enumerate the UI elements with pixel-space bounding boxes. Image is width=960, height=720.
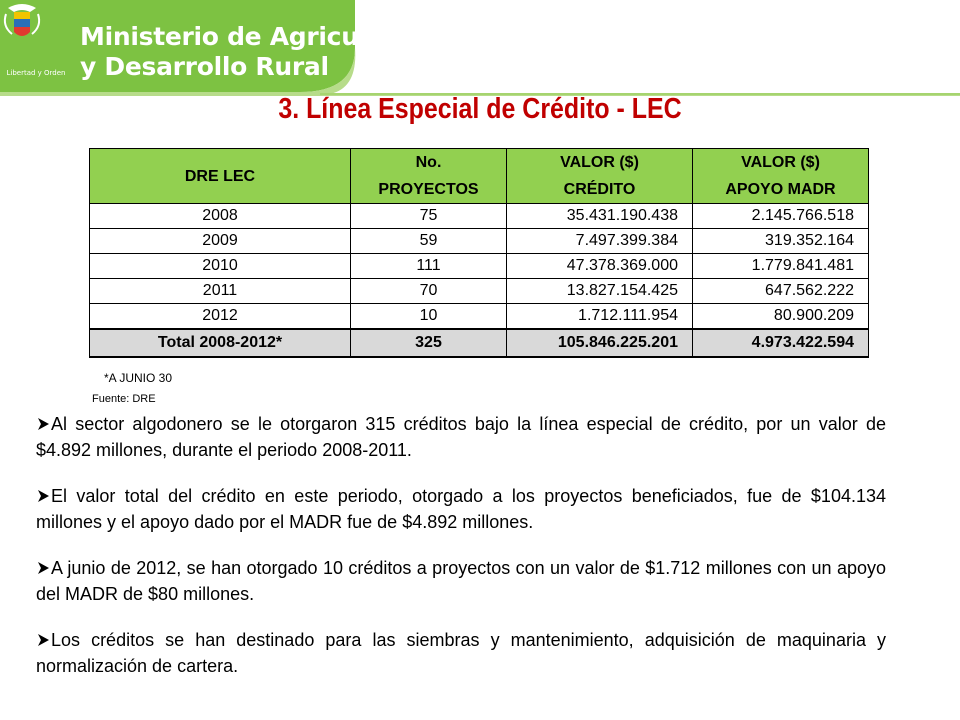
cell-projects: 10 <box>351 304 507 330</box>
cell-year: 2009 <box>90 229 351 254</box>
arrow-bullet-icon <box>36 633 50 647</box>
list-item <box>36 411 886 463</box>
table-source: Fuente: DRE <box>92 393 156 405</box>
ministry-logo-text <box>80 22 425 82</box>
arrow-bullet-icon <box>36 561 50 575</box>
total-projects: 325 <box>351 329 507 357</box>
bullet-list <box>36 411 886 699</box>
cell-year: 2008 <box>90 204 351 229</box>
header-credit-line1: VALOR ($) <box>507 149 693 177</box>
header-credit-line2: CRÉDITO <box>507 176 693 204</box>
header-dre-lec: DRE LEC <box>90 149 351 204</box>
ministry-name-line2: y Desarrollo Rural <box>80 52 329 81</box>
cell-year: 2012 <box>90 304 351 330</box>
header-projects-line1: No. <box>351 149 507 177</box>
header-support-line1: VALOR ($) <box>693 149 869 177</box>
cell-support: 647.562.222 <box>693 279 869 304</box>
bullet-text: El valor total del crédito en este periodo, otorgado a los proyectos beneficiados, fue de $104.134 millones y el apoyo dado por el MADR fue de $4.892 millones. <box>36 486 886 532</box>
cell-credit: 35.431.190.438 <box>507 204 693 229</box>
table-row <box>90 229 869 254</box>
cell-projects: 70 <box>351 279 507 304</box>
list-item <box>36 483 886 535</box>
table-row <box>90 204 869 229</box>
motto: Libertad y Orden <box>6 69 66 77</box>
cell-support: 319.352.164 <box>693 229 869 254</box>
page-title: 3. Línea Especial de Crédito - LEC <box>278 93 682 125</box>
cell-support: 2.145.766.518 <box>693 204 869 229</box>
table-header-row <box>90 149 869 177</box>
cell-support: 1.779.841.481 <box>693 254 869 279</box>
header-band <box>0 0 960 100</box>
total-credit: 105.846.225.201 <box>507 329 693 357</box>
list-item <box>36 555 886 607</box>
bullet-text: Los créditos se han destinado para las siembras y mantenimiento, adquisición de maquinaria y normalización de cartera. <box>36 630 886 676</box>
cell-projects: 111 <box>351 254 507 279</box>
cell-credit: 7.497.399.384 <box>507 229 693 254</box>
cell-projects: 75 <box>351 204 507 229</box>
ministry-name-line1: Ministerio de Agricultura <box>80 22 425 51</box>
table-row <box>90 279 869 304</box>
table-total-row <box>90 329 869 357</box>
table-footnote: *A JUNIO 30 <box>104 371 173 385</box>
cell-year: 2010 <box>90 254 351 279</box>
cell-credit: 47.378.369.000 <box>507 254 693 279</box>
table-row <box>90 304 869 330</box>
bullet-text: Al sector algodonero se le otorgaron 315 créditos bajo la línea especial de crédito, por un valor de $4.892 millones, durante el periodo 2008-2011. <box>36 414 886 460</box>
arrow-bullet-icon <box>36 417 50 431</box>
total-label: Total 2008-2012* <box>90 329 351 357</box>
list-item <box>36 627 886 679</box>
cell-projects: 59 <box>351 229 507 254</box>
cell-support: 80.900.209 <box>693 304 869 330</box>
total-support: 4.973.422.594 <box>693 329 869 357</box>
header-projects-line2: PROYECTOS <box>351 176 507 204</box>
lec-table <box>89 148 869 358</box>
header-support-line2: APOYO MADR <box>693 176 869 204</box>
cell-credit: 1.712.111.954 <box>507 304 693 330</box>
coat-of-arms-icon <box>0 0 44 44</box>
bullet-text: A junio de 2012, se han otorgado 10 créditos a proyectos con un valor de $1.712 millones con un apoyo del MADR de $80 millones. <box>36 558 886 604</box>
cell-credit: 13.827.154.425 <box>507 279 693 304</box>
table-row <box>90 254 869 279</box>
cell-year: 2011 <box>90 279 351 304</box>
arrow-bullet-icon <box>36 489 50 503</box>
